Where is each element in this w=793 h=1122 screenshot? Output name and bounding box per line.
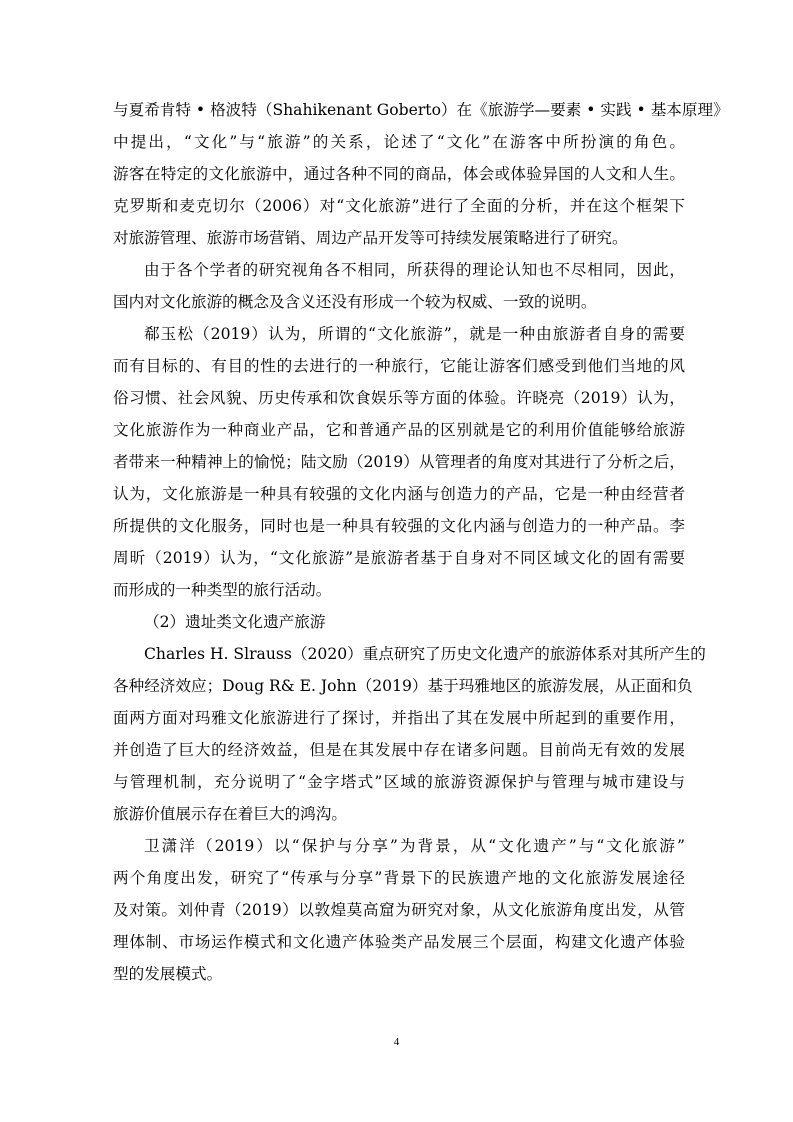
text-line: 所提供的文化服务，同时也是一种具有较强的文化内涵与创造力的一种产品。李 xyxy=(113,517,685,535)
text-line: 理体制、市场运作模式和文化遗产体验类产品发展三个层面，构建文化遗产体验 xyxy=(113,933,685,951)
text-line: 面两方面对玛雅文化旅游进行了探讨，并指出了其在发展中所起到的重要作用， xyxy=(113,709,685,727)
text-line: 与管理机制，充分说明了“金字塔式”区域的旅游资源保护与管理与城市建设与 xyxy=(113,773,685,791)
text-line: 卫潇洋（2019）以“保护与分享”为背景，从“文化遗产”与“文化旅游” xyxy=(144,837,685,855)
text-line: 者带来一种精神上的愉悦；陆文励（2019）从管理者的角度对其进行了分析之后， xyxy=(113,453,685,471)
text-line: 并创造了巨大的经济效益，但是在其发展中存在诸多问题。目前尚无有效的发展 xyxy=(113,741,685,759)
document-body xyxy=(113,94,729,990)
paragraph-3 xyxy=(113,318,685,606)
text-line: 国内对文化旅游的概念及含义还没有形成一个较为权威、一致的说明。 xyxy=(113,293,597,311)
page-number: 4 xyxy=(393,1036,400,1048)
text-line: 而有目标的、有目的性的去进行的一种旅行，它能让游客们感受到他们当地的风 xyxy=(113,357,685,375)
section-heading xyxy=(113,606,685,638)
text-line: 型的发展模式。 xyxy=(113,965,223,983)
text-line: 认为，文化旅游是一种具有较强的文化内涵与创造力的产品，它是一种由经营者 xyxy=(113,485,685,503)
text-line: 游客在特定的文化旅游中，通过各种不同的商品，体会或体验异国的人文和人生。 xyxy=(113,165,685,183)
text-line: 旅游价值展示存在着巨大的鸿沟。 xyxy=(113,805,347,823)
text-line: 与夏希肯特 • 格波特（Shahikenant Goberto）在《旅游学—要素 • 实践 • 基本原理》 xyxy=(113,101,729,119)
text-line: 各种经济效应；Doug R& E. John（2019）基于玛雅地区的旅游发展，从正面和负 xyxy=(113,677,693,695)
text-line: 由于各个学者的研究视角各不相同，所获得的理论认知也不尽相同，因此， xyxy=(144,261,685,279)
text-line: 两个角度出发，研究了“传承与分享”背景下的民族遗产地的文化旅游发展途径 xyxy=(113,869,685,887)
paragraph-4 xyxy=(113,638,706,830)
paragraph-5 xyxy=(113,830,685,990)
paragraph-1 xyxy=(113,94,729,254)
paragraph-2 xyxy=(113,254,685,318)
subsection-title: （2）遗址类文化遗产旅游 xyxy=(144,613,326,631)
text-line: 克罗斯和麦克切尔（2006）对“文化旅游”进行了全面的分析，并在这个框架下 xyxy=(113,197,685,215)
text-line: Charles H. Slrauss（2020）重点研究了历史文化遗产的旅游体系对其所产生的 xyxy=(144,645,706,663)
text-line: 周昕（2019）认为，“文化旅游”是旅游者基于自身对不同区域文化的固有需要 xyxy=(113,549,685,567)
text-line: 及对策。刘仲青（2019）以敦煌莫高窟为研究对象，从文化旅游角度出发，从管 xyxy=(113,901,685,919)
text-line: 而形成的一种类型的旅行活动。 xyxy=(113,581,332,599)
text-line: 郗玉松（2019）认为，所谓的“文化旅游”，就是一种由旅游者自身的需要 xyxy=(144,325,685,343)
text-line: 俗习惯、社会风貌、历史传承和饮食娱乐等方面的体验。许晓亮（2019）认为， xyxy=(113,389,685,407)
text-line: 文化旅游作为一种商业产品，它和普通产品的区别就是它的利用价值能够给旅游 xyxy=(113,421,685,439)
text-line: 对旅游管理、旅游市场营销、周边产品开发等可持续发展策略进行了研究。 xyxy=(113,229,628,247)
text-line: 中提出，“文化”与“旅游”的关系，论述了“文化”在游客中所扮演的角色。 xyxy=(113,133,685,151)
